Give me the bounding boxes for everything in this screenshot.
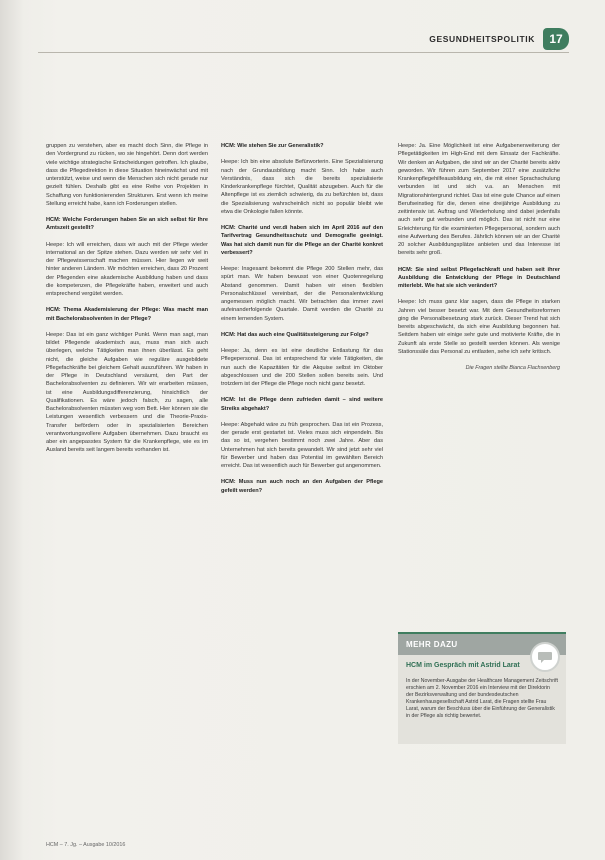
article-body (46, 142, 574, 842)
paragraph: Heepe: Das ist ein ganz wichtiger Punkt. Wenn man sagt, man bildet Pflegende akademisch aus, muss man sich auch überlegen, welche Tätigkeiten man ihnen überlässt. Es geht nicht, die gleiche Aufgaben wie reguläre ausgebildete Pflegefachkräfte bei gleichem Gehalt auszuführen. Wir haben in der Pflege in Deutschland versäumt, den Part der Bachelorabsolventen zu definieren. Wir wir erarbeiten müssen, ist eine Ausbildungsdifferenzierung, hinsichtlich der Qualifikationen. Es wäre jedoch falsch, zu sagen, alle Bachelorabsolventen müssten weg vom Bett. Hier können sie die Leistungen wesentlich verbessern und die Theorie-Praxis-Transfer befördern oder in spezialisierten Bereichen verantwortungsvollere Aufgaben übernehmen. Dazu braucht es aber ein angepasstes System für die Krankenpflege, wie es im Ausland bereits seit langem bereits vorhanden ist. (46, 331, 208, 454)
paragraph: Heepe: Ich bin eine absolute Befürworterin. Eine Spezialisierung nach der Grundausbildung macht Sinn. Ich habe auch Verständnis, dass sich die bereits spezialisierte Kinderkrankenpflege fürchtet, Qualität abzugeben. Auch für die Altenpflege ist es ziemlich schwierig, da zu befürchten ist, dass die Spezialisierung wahrscheinlich nicht so populär bleibt wie etwa die Onkologie fallen könnte. (221, 159, 383, 215)
question: HCM: Sie sind selbst Pflegefachkraft und haben seit ihrer Ausbildung die Entwicklung der Pflege in Deutschland miterlebt. Wie hat sie sich verändert? (398, 266, 560, 289)
paragraph: Heepe: Ich will erreichen, dass wir auch mit der Pflege wieder international an der Spitze stehen. Dazu werden wir sehr viel in der Pflegewissenschaft machen müssen. Hier liegen wir weit hinter anderen Ländern. Wir möchten erreichen, dass 20 Prozent der Pflegenden eine akademische Ausbildung haben und dass die kompetenzen, die Pflegekräfte haben, erweitert und auch entsprechend vergütet werden. (46, 241, 208, 297)
paragraph: gruppen zu verstehen, aber es macht doch Sinn, die Pflege in den Vordergrund zu rücken, wo sie hingehört. Denn dort werden viele wichtige strategische Entscheidungen getroffen. Ich glaube, dass die Pflegedirektion in diese Situation hineinwächst und mit unterstützt, weise und wenn die Menschen sich nicht gerade nur gezielt fühlen. Deshalb gibt es eine Reihe von Projekten in Schaffung von funktionierenden Strukturen. Erst wenn ich meine Stellung erreicht habe, kann ich Forderungen stellen. (46, 143, 208, 207)
paragraph: Heepe: Ja. Eine Möglichkeit ist eine Aufgabenerweiterung der Pflegetätigkeiten im High-End mit dem Einsatz der Fachkräfte. Wir denken an Aufgaben, die sind wir an der Charité bereits aktiv geworden. Wir führen zum September 2017 eine zusätzliche Krankenpflegehilfeausbildung ein, die mit einer Sprachschulung verbunden ist und sich v.a. an Menschen mit Migrationshintergrund richtet. Das ist eine gute Chance auf einen Berufseinstieg für die, denen eine dreijährige Ausbildung zu zeitintensiv ist. Auftrag und Wiederholung sind dabei jedenfalls auch sehr gut verbunden und möglich. Das ist nicht nur eine Erleichterung für die examinierten Pflegepersonal, sondern auch eine Aufwertung des Berufes. Jährlich können wir an der Charité 20 solcher Ausbildungsplätze anbieten und das Interesse ist bereits sehr groß. (398, 143, 560, 257)
box-heading: HCM im Gespräch mit Astrid Larat (406, 662, 520, 669)
more-info-box (398, 632, 566, 744)
section-title: GESUNDHEITSPOLITIK (429, 34, 535, 44)
interview-credit: Die Fragen stellte Bianca Flachsenberg (465, 365, 560, 371)
paragraph: Heepe: Ja, denn es ist eine deutliche Entlastung für das Pflegepersonal. Das ist entsprechend für viele Tätigkeiten, die nun auch die Kapazitäten für die Akquise selbst im Oktober abgeschlossen und die 200 Stellen sollen bereits sein. Und trotzdem ist der Pflege die Pflege noch nicht ganz besetzt. (221, 348, 383, 387)
paragraph: Heepe: Ich muss ganz klar sagen, dass die Pflege in starken Jahren viel besser besetzt war. Mit dem Gesundheitsreformen ging die Personalbesetzung stark zurück. Dieser Trend hat sich bereits abgeschwächt, da sich eine Ausbildung begonnen hat. Seitdem haben wir einige sehr gute und motivierte Kräfte, die in Zukunft als erste Stelle so gestellt werden können. Als wenige Stationssäle das Personal zu entlasten, sehe ich sehr kritisch. (398, 299, 560, 355)
question: HCM: Welche Forderungen haben Sie an sich selbst für Ihre Amtszeit gestellt? (46, 217, 208, 232)
question: HCM: Wie stehen Sie zur Generalistik? (221, 143, 324, 149)
question: HCM: Thema Akademisierung der Pflege: Was macht man mit Bachelorabsolventen in der Pflege? (46, 307, 208, 322)
question: HCM: Charité und ver.di haben sich im April 2016 auf den Tarifvertrag Gesundheitsschutz und Demografie geeinigt. Was hat sich damit nun für die Pflege an der Charité konkret verbessert? (221, 225, 383, 256)
page-number-badge: 17 (543, 28, 569, 50)
question: HCM: Ist die Pflege denn zufrieden damit – sind weitere Streiks abgehakt? (221, 397, 383, 412)
question: HCM: Muss nun auch noch an den Aufgaben der Pflege gefeilt werden? (221, 479, 383, 494)
paragraph: Heepe: Insgesamt bekommt die Pflege 200 Stellen mehr, das spürt man. Wir haben bewusst von einer Quotenregelung Abstand genommen. Damit haben wir einen flexiblen Personalschlüssel vereinbart, der die Personalentwicklung angemessen möglich macht. Wir betrachten das immer zwei aufeinanderfolgende Quartale. Damit werden die Charité zu einem lernenden System. (221, 266, 383, 322)
box-body: In der November-Ausgabe der Healthcare Management Zeitschrift erschien am 2. November 2016 ein Interview mit der Direktorin der Bezirksverwaltung und der bundesdeutschen Krankenhausgesellschaft Astrid Larat, die Fragen stellte Frau Larat, warum der Beschluss über die Einführung der Generalistik in der Pflege als richtig bewertet. (406, 678, 558, 719)
speech-bubble-icon (530, 642, 560, 672)
box-title: MEHR DAZU (398, 634, 566, 655)
page-header (429, 28, 569, 50)
question: HCM: Hat das auch eine Qualitätssteigerung zur Folge? (221, 331, 369, 338)
column-2 (221, 142, 383, 503)
column-3 (398, 142, 560, 380)
page-footer: HCM – 7. Jg. – Ausgabe 10/2016 (46, 842, 126, 848)
column-1 (46, 142, 208, 463)
header-divider (38, 52, 569, 53)
paragraph: Heepe: Abgehakt wäre zu früh gesprochen. Das ist ein Prozess, der gerade erst gestartet ist. Vieles muss sich einpendeln. Bis das so ist, vergehen bestimmt noch zwei Jahre. Aber das Unternehmen hat sich bereits gewandelt. Wir sind jetzt sehr viel für Bewerber und haben das Potential im gewählten Bereich erreicht. Das ist wesentlich auch für Bewerber gut angenommen. (221, 421, 383, 469)
